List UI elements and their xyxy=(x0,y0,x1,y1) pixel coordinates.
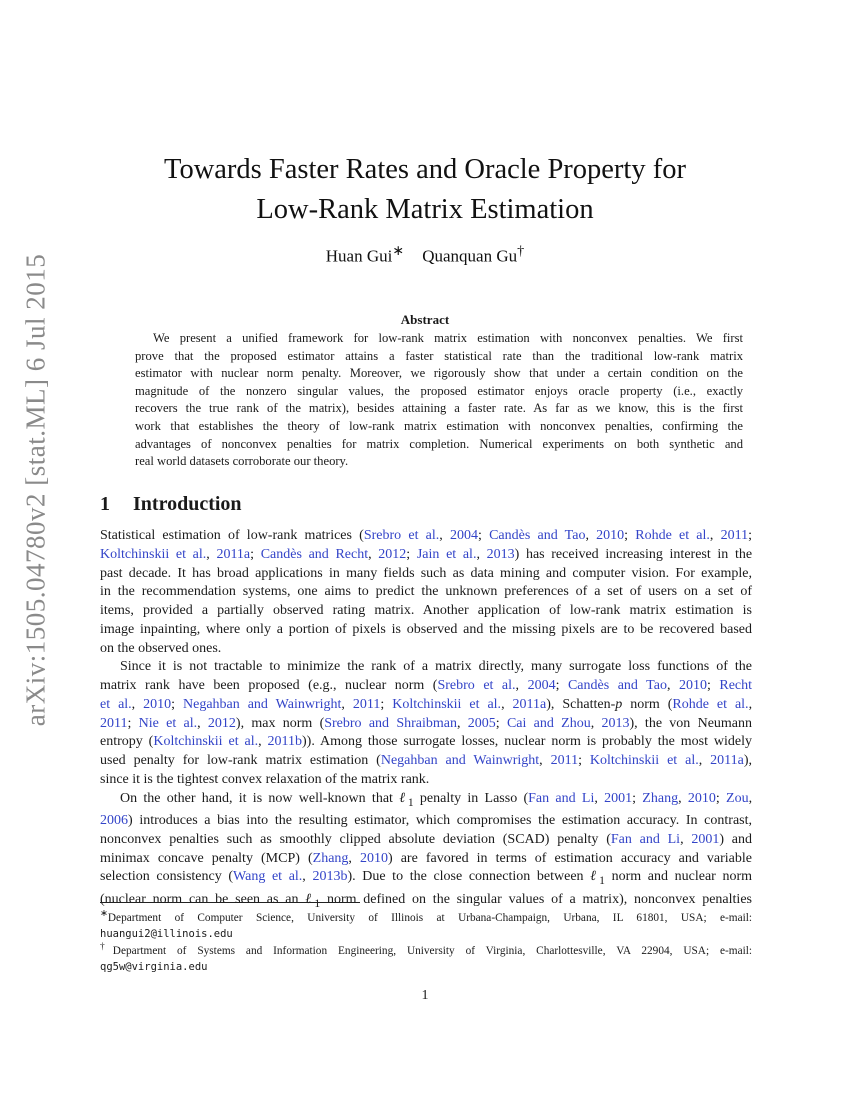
citation-link[interactable]: Negahban and Wainwright xyxy=(380,753,540,768)
body-text: penalty in Lasso ( xyxy=(413,790,529,806)
body-text: since it is the tightest convex relaxation of the matrix rank. xyxy=(100,771,430,787)
body-text: , xyxy=(748,696,753,712)
citation-link[interactable]: 2005 xyxy=(467,715,496,731)
body-text: Statistical estimation of low-rank matrices ( xyxy=(100,528,364,543)
citation-link[interactable]: 2010 xyxy=(143,696,172,712)
citation-link[interactable]: Cai and Zhou xyxy=(506,715,591,731)
body-text: ; xyxy=(380,696,393,712)
abstract-line: magnitude of the nonzero singular values, the proposed estimator enjoys oracle property (i.e., exactly xyxy=(135,383,743,398)
body-line xyxy=(100,812,752,831)
citation-link[interactable]: 2010 xyxy=(359,850,388,866)
citation-link[interactable]: Negahban and Wainwright xyxy=(183,696,342,712)
citation-link[interactable]: Fan and Li xyxy=(610,831,681,847)
footnote-affiliation: Department of Computer Science, University of Illinois at Urbana-Champaign, Urbana, IL 61801, USA; e-mail: xyxy=(107,911,752,924)
body-text: , xyxy=(585,528,597,543)
footnote-rule xyxy=(100,902,360,903)
body-text: items, provided a partially observed rating matrix. Another application of low-rank matrix estimation is xyxy=(100,603,752,618)
body-text: , xyxy=(515,678,528,693)
body-text: ; xyxy=(748,528,752,543)
body-text: , xyxy=(456,715,468,731)
citation-link[interactable]: Zou xyxy=(726,790,749,806)
body-text: , xyxy=(197,715,208,731)
body-line xyxy=(100,771,752,790)
footnote-mark: † xyxy=(100,942,113,952)
body-line xyxy=(100,790,752,813)
body-line xyxy=(100,752,752,771)
body-text: norm ( xyxy=(622,696,673,712)
author-footnote-mark: † xyxy=(517,243,525,259)
citation-link[interactable]: 2011 xyxy=(352,696,381,712)
citation-link[interactable]: Wang et al. xyxy=(233,869,303,885)
body-text: selection consistency ( xyxy=(100,869,234,885)
subscript: 1 xyxy=(314,896,321,910)
body-text: ; xyxy=(624,528,636,543)
body-text: ; xyxy=(555,678,568,693)
body-text: , xyxy=(594,790,605,806)
body-text: , xyxy=(131,696,144,712)
math-symbol: ℓ xyxy=(305,891,315,907)
body-text: , xyxy=(539,753,551,768)
citation-link[interactable]: 2013b xyxy=(312,869,348,885)
footnote-2 xyxy=(100,939,752,975)
abstract-line: recovers the true rank of the matrix), besides attaining a faster rate. As far as we know, this is the first xyxy=(135,401,743,416)
footnote-email[interactable]: qg5w@virginia.edu xyxy=(100,960,208,973)
citation-link[interactable]: Rohde et al. xyxy=(672,696,749,712)
body-text: ; xyxy=(406,546,417,562)
body-text: , xyxy=(748,790,753,806)
citation-link[interactable]: 2011 xyxy=(550,753,579,768)
subscript: 1 xyxy=(407,795,414,809)
body-text: in the recommendation systems, one aims to predict the unknown preferences of a set of users on a set of xyxy=(100,584,752,600)
arxiv-side-stamp xyxy=(14,253,58,727)
body-line xyxy=(100,621,752,640)
body-text: , xyxy=(476,546,487,562)
abstract-line: prove that the proposed estimator attains a faster statistical rate than the traditional low-rank matrix xyxy=(135,348,743,363)
citation-link[interactable]: 2011a xyxy=(710,753,744,768)
body-line xyxy=(100,850,752,869)
body-text: ; xyxy=(578,753,590,768)
citation-link[interactable]: Koltchinskii et al. xyxy=(589,753,699,768)
citation-link[interactable]: Candès and Tao xyxy=(567,678,667,693)
body-text: ) and xyxy=(719,831,752,847)
body-text: ), the von Neumann xyxy=(629,715,753,731)
body-line xyxy=(100,733,752,752)
body-text: entropy ( xyxy=(100,734,154,750)
citation-link[interactable]: Koltchinskii et al. xyxy=(392,696,502,712)
citation-link[interactable]: 2011b xyxy=(267,734,303,750)
section-number: 1 xyxy=(100,493,110,515)
paper-title xyxy=(0,150,850,230)
body-line xyxy=(100,677,752,696)
body-text: past decade. It has broad applications in many fields such as data mining and computer vision. For example, xyxy=(100,565,752,581)
citation-link[interactable]: 2010 xyxy=(678,678,707,693)
citation-link[interactable]: 2011 xyxy=(100,715,128,731)
body-text: , xyxy=(590,715,602,731)
citation-link[interactable]: Candès and Recht xyxy=(260,546,369,562)
citation-link[interactable]: Fan and Li xyxy=(528,790,595,806)
body-text: ), max norm ( xyxy=(235,715,325,731)
abstract-line: We present a unified framework for low-rank matrix estimation with nonconvex penalties. We first xyxy=(153,331,743,345)
abstract-line: work that establishes the theory of low-rank matrix estimation with nonconvex penalties, confirming the xyxy=(135,418,743,433)
body-line xyxy=(100,602,752,621)
citation-link[interactable]: 2011a xyxy=(512,696,547,712)
footnote-1 xyxy=(100,906,752,942)
citation-link[interactable]: Jain et al. xyxy=(416,546,477,562)
body-text: nonconvex penalties such as smoothly clipped absolute deviation (SCAD) penalty ( xyxy=(100,831,611,847)
footnote-affiliation: Department of Systems and Information Engineering, University of Virginia, Charlottesville, VA 22904, USA; e-mail: xyxy=(112,944,752,957)
citation-link[interactable]: 2013 xyxy=(486,546,515,562)
body-text: ; xyxy=(715,790,727,806)
body-text: , xyxy=(666,678,679,693)
body-text: , xyxy=(348,850,360,866)
body-text: , xyxy=(341,696,353,712)
section-title: Introduction xyxy=(133,493,242,515)
body-line xyxy=(100,658,752,677)
body-line xyxy=(100,696,752,715)
body-text: ), Schatten- xyxy=(546,696,616,712)
body-text: ; xyxy=(632,790,643,806)
abstract-line: advantages of nonconvex penalties for matrix completion. Numerical experiments on both synthetic and xyxy=(135,436,743,451)
body-line xyxy=(100,831,752,850)
body-text: (nuclear norm can be seen as an xyxy=(100,891,306,907)
citation-link[interactable]: Candès and Tao xyxy=(489,528,586,543)
body-text: , xyxy=(709,528,721,543)
body-line xyxy=(100,546,752,565)
footnote-mark: ∗ xyxy=(100,909,108,919)
abstract-heading: Abstract xyxy=(400,312,450,327)
citation-link[interactable]: 2001 xyxy=(691,831,720,847)
body-line xyxy=(100,715,752,734)
citation-link[interactable]: et al. xyxy=(100,696,132,712)
subscript: 1 xyxy=(599,874,605,888)
body-text: ), xyxy=(743,753,753,768)
citation-link[interactable]: 2004 xyxy=(449,528,478,543)
body-text: ; xyxy=(127,715,139,731)
body-text: , xyxy=(302,869,313,885)
citation-link[interactable]: 2011a xyxy=(216,546,251,562)
body-text: ; xyxy=(706,678,720,693)
body-line xyxy=(100,527,752,546)
citation-link[interactable]: Nie et al. xyxy=(138,715,198,731)
citation-link[interactable]: Rohde et al. xyxy=(635,528,710,543)
citation-link[interactable]: Koltchinskii et al. xyxy=(100,546,207,562)
body-text: , xyxy=(368,546,379,562)
arxiv-identifier: arXiv:1505.04780v2 [stat.ML] 6 Jul 2015 xyxy=(20,253,51,727)
body-line xyxy=(100,868,752,891)
math-symbol: ℓ xyxy=(399,790,408,806)
citation-link[interactable]: Srebro and Shraibman xyxy=(324,715,457,731)
citation-link[interactable]: Koltchinskii et al. xyxy=(153,734,259,750)
author-name: Huan Gui xyxy=(325,246,393,266)
body-text: ; xyxy=(495,715,507,731)
math-symbol: p xyxy=(615,696,623,712)
math-symbol: ℓ xyxy=(590,869,600,885)
body-text: norm defined on the singular values of a matrix), nonconvex penalties xyxy=(320,891,752,907)
citation-link[interactable]: 2001 xyxy=(604,790,633,806)
citation-link[interactable]: 2013 xyxy=(601,715,630,731)
title-line-1: Towards Faster Rates and Oracle Property for xyxy=(164,154,686,185)
citation-link[interactable]: Recht xyxy=(719,678,753,693)
body-text: , xyxy=(206,546,217,562)
citation-link[interactable]: Zhang xyxy=(312,850,349,866)
footnote-email[interactable]: huangui2@illinois.edu xyxy=(100,927,233,940)
section-heading xyxy=(100,493,242,516)
abstract-line: real world datasets corroborate our theory. xyxy=(135,454,349,469)
body-text: , xyxy=(678,790,688,806)
abstract-text xyxy=(135,330,743,471)
citation-link[interactable]: 2004 xyxy=(527,678,556,693)
body-text: ; xyxy=(250,546,261,562)
body-line xyxy=(100,565,752,584)
body-text: on the observed ones. xyxy=(100,640,222,656)
author-name: Quanquan Gu xyxy=(422,246,518,266)
citation-link[interactable]: 2012 xyxy=(207,715,236,731)
citation-link[interactable]: Srebro et al. xyxy=(363,528,440,543)
introduction-body xyxy=(100,527,752,913)
body-text: , xyxy=(680,831,692,847)
citation-link[interactable]: 2010 xyxy=(596,528,625,543)
body-text: ; xyxy=(477,528,490,543)
body-text: )). Among those surrogate losses, nuclear norm is probably the most widely xyxy=(302,734,752,750)
body-text: Since it is not tractable to minimize the rank of a matrix directly, many surrogate loss functions of the xyxy=(120,659,752,675)
body-text: ). Due to the close connection between xyxy=(347,869,591,885)
body-text: matrix rank have been proposed (e.g., nuclear norm ( xyxy=(100,678,438,693)
page-number: 1 xyxy=(421,988,429,1003)
body-text: image inpainting, where only a portion of pixels is observed and the missing pixels are to be recovered based xyxy=(100,621,752,637)
body-text: ) are favored in terms of estimation accuracy and variable xyxy=(387,850,753,866)
author-footnote-mark: ∗ xyxy=(392,243,405,259)
body-text: , xyxy=(501,696,513,712)
body-text: , xyxy=(439,528,450,543)
abstract-line: estimator with nuclear norm penalty. Moreover, we rigorously show that under a certain condition on the xyxy=(135,366,743,381)
citation-link[interactable]: 2011 xyxy=(720,528,749,543)
body-line xyxy=(100,583,752,602)
body-text: norm and nuclear norm xyxy=(604,869,753,885)
citation-link[interactable]: 2010 xyxy=(687,790,716,806)
body-text: ; xyxy=(171,696,183,712)
citation-link[interactable]: Srebro et al. xyxy=(437,678,516,693)
citation-link[interactable]: Zhang xyxy=(642,790,679,806)
body-text: used penalty for low-rank matrix estimation ( xyxy=(100,753,381,768)
citation-link[interactable]: 2012 xyxy=(378,546,407,562)
title-line-2: Low-Rank Matrix Estimation xyxy=(256,194,594,225)
body-text: minimax concave penalty (MCP) ( xyxy=(100,850,313,866)
body-text: , xyxy=(698,753,711,768)
body-line xyxy=(100,640,752,659)
body-text: ) has received increasing interest in the xyxy=(514,546,753,562)
author-list xyxy=(0,243,850,267)
body-text: On the other hand, it is now well-known that xyxy=(120,790,400,806)
citation-link[interactable]: 2006 xyxy=(100,813,128,829)
body-text: ) introduces a bias into the resulting estimator, which compromises the estimation accuracy. In contrast, xyxy=(128,813,752,829)
body-text: , xyxy=(258,734,268,750)
